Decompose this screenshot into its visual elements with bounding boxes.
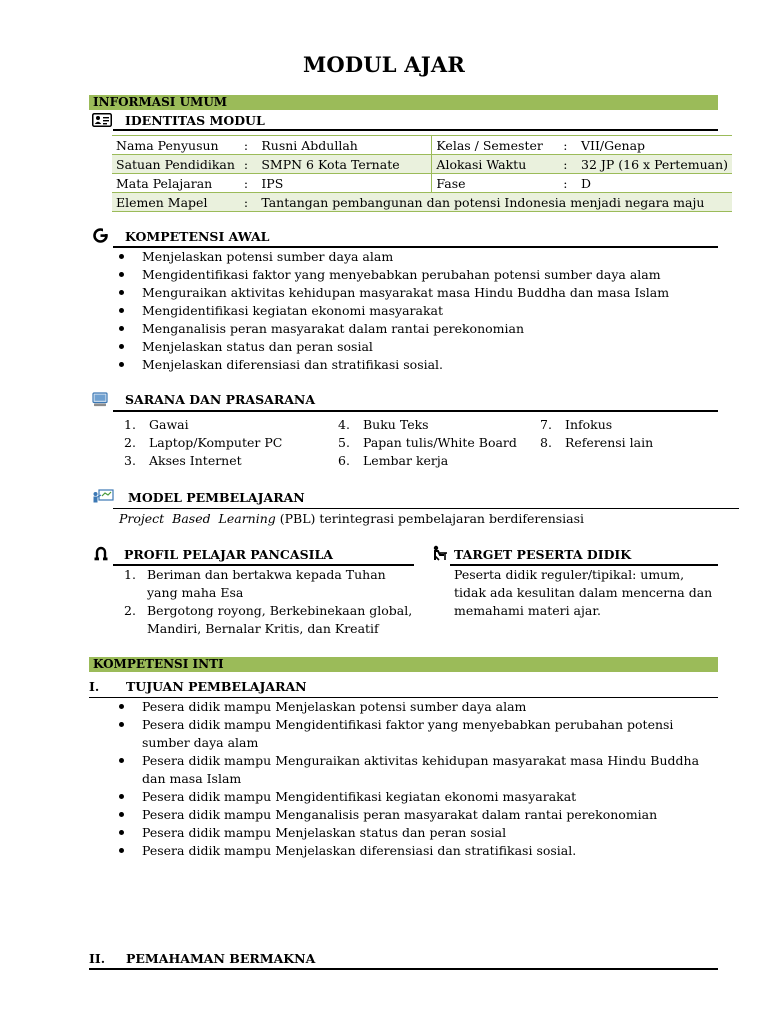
cell-label: Satuan Pendidikan	[112, 155, 240, 174]
sarana-heading: SARANA DAN PRASARANA	[125, 392, 316, 407]
tujuan-heading	[89, 679, 307, 695]
cell-label: Mata Pelajaran	[112, 174, 240, 193]
model-text-rest: (PBL) terintegrasi pembelajaran berdiferensiasi	[275, 511, 585, 526]
computer-icon	[92, 392, 108, 411]
student-desk-icon	[431, 545, 448, 565]
cell-colon: :	[559, 174, 577, 193]
divider	[113, 410, 718, 412]
pemahaman-heading	[89, 951, 315, 967]
model-text	[119, 510, 584, 528]
cell-value: VII/Genap	[577, 136, 732, 155]
list-item: Pesera didik mampu Menjelaskan status dan peran sosial	[113, 824, 713, 842]
list-item: 2. Bergotong royong, Berkebinekaan global, Mandiri, Bernalar Kritis, dan Kreatif	[124, 603, 413, 636]
cell-value: SMPN 6 Kota Ternate	[257, 155, 432, 174]
list-item: Mengidentifikasi kegiatan ekonomi masyarakat	[113, 302, 723, 320]
target-text: Peserta didik reguler/tipikal: umum, tidak ada kesulitan dalam mencerna dan memahami materi ajar.	[454, 567, 713, 618]
list-item: Pesera didik mampu Mengidentifikasi faktor yang menyebabkan perubahan potensi sumber daya alam	[113, 716, 713, 752]
cell-colon: :	[240, 193, 257, 212]
model-heading: MODEL PEMBELAJARAN	[128, 490, 305, 505]
divider	[113, 129, 718, 131]
list-item: 5. Papan tulis/White Board	[338, 435, 517, 450]
list-item: 7. Infokus	[540, 417, 613, 432]
cell-colon: :	[240, 136, 257, 155]
cell-colon: :	[240, 174, 257, 193]
list-item: Menganalisis peran masyarakat dalam rantai perekonomian	[113, 320, 723, 338]
page-title: MODUL AJAR	[302, 52, 466, 77]
table-row	[112, 155, 732, 174]
list-item: 8. Referensi lain	[540, 435, 654, 450]
list-item: Menjelaskan status dan peran sosial	[113, 338, 723, 356]
list-item: 3. Akses Internet	[124, 453, 242, 468]
table-row	[112, 174, 732, 193]
list-item: Menjelaskan potensi sumber daya alam	[113, 248, 723, 266]
cell-value: 32 JP (16 x Pertemuan)	[577, 155, 732, 174]
cell-colon: :	[559, 136, 577, 155]
list-item: Menjelaskan diferensiasi dan stratifikasi sosial.	[113, 356, 723, 374]
pemahaman-title: PEMAHAMAN BERMAKNA	[126, 951, 316, 966]
cell-label: Fase	[432, 174, 559, 193]
tujuan-title: TUJUAN PEMBELAJARAN	[126, 679, 307, 694]
cell-value: Rusni Abdullah	[257, 136, 432, 155]
roman-numeral: I.	[89, 679, 100, 694]
profil-heading: PROFIL PELAJAR PANCASILA	[124, 547, 333, 562]
list-item: Pesera didik mampu Menganalisis peran masyarakat dalam rantai perekonomian	[113, 806, 713, 824]
cell-colon: :	[240, 155, 257, 174]
list-item: 1. Beriman dan bertakwa kepada Tuhan yang maha Esa	[124, 567, 386, 600]
cell-label: Alokasi Waktu	[432, 155, 559, 174]
model-text-italic: Project Based Learning	[119, 511, 276, 526]
list-item: Pesera didik mampu Mengidentifikasi kegiatan ekonomi masyarakat	[113, 788, 713, 806]
list-item: 1. Gawai	[124, 417, 189, 432]
g-badge-icon	[93, 228, 108, 247]
list-item: Pesera didik mampu Menjelaskan potensi sumber daya alam	[113, 698, 713, 716]
list-item: 2. Laptop/Komputer PC	[124, 435, 283, 450]
sarana-list-col1	[124, 416, 282, 470]
tujuan-list	[113, 698, 713, 860]
cell-label: Elemen Mapel	[112, 193, 240, 212]
sarana-list-col2	[338, 416, 517, 470]
section-bar-kompetensi-inti: KOMPETENSI INTI	[89, 657, 718, 672]
list-item: 4. Buku Teks	[338, 417, 429, 432]
cell-label: Kelas / Semester	[432, 136, 559, 155]
id-card-icon	[92, 112, 112, 131]
cell-value: IPS	[257, 174, 432, 193]
profil-list	[124, 566, 414, 638]
identitas-heading: IDENTITAS MODUL	[125, 113, 265, 128]
table-row	[112, 193, 732, 212]
list-item: Mengidentifikasi faktor yang menyebabkan perubahan potensi sumber daya alam	[113, 266, 723, 284]
divider	[113, 508, 739, 509]
cell-value: D	[577, 174, 732, 193]
cell-value: Tantangan pembangunan dan potensi Indonesia menjadi negara maju	[257, 193, 732, 212]
list-item: 6. Lembar kerja	[338, 453, 449, 468]
cell-colon: :	[559, 155, 577, 174]
divider	[89, 968, 718, 970]
target-heading: TARGET PESERTA DIDIK	[454, 547, 632, 562]
list-item: Pesera didik mampu Menguraikan aktivitas kehidupan masyarakat masa Hindu Buddha dan masa Islam	[113, 752, 713, 788]
section-bar-informasi-umum: INFORMASI UMUM	[89, 95, 718, 110]
list-item: Menguraikan aktivitas kehidupan masyarakat masa Hindu Buddha dan masa Islam	[113, 284, 723, 302]
list-item: Pesera didik mampu Menjelaskan diferensiasi dan stratifikasi sosial.	[113, 842, 713, 860]
table-row	[112, 136, 732, 155]
sarana-list-col3	[540, 416, 653, 452]
kompetensi-awal-heading: KOMPETENSI AWAL	[125, 229, 270, 244]
kompetensi-awal-list	[113, 248, 723, 374]
teacher-board-icon	[92, 489, 114, 508]
roman-numeral: II.	[89, 951, 106, 966]
horseshoe-magnet-icon	[94, 546, 108, 565]
cell-label: Nama Penyusun	[112, 136, 240, 155]
identity-table	[112, 135, 732, 212]
